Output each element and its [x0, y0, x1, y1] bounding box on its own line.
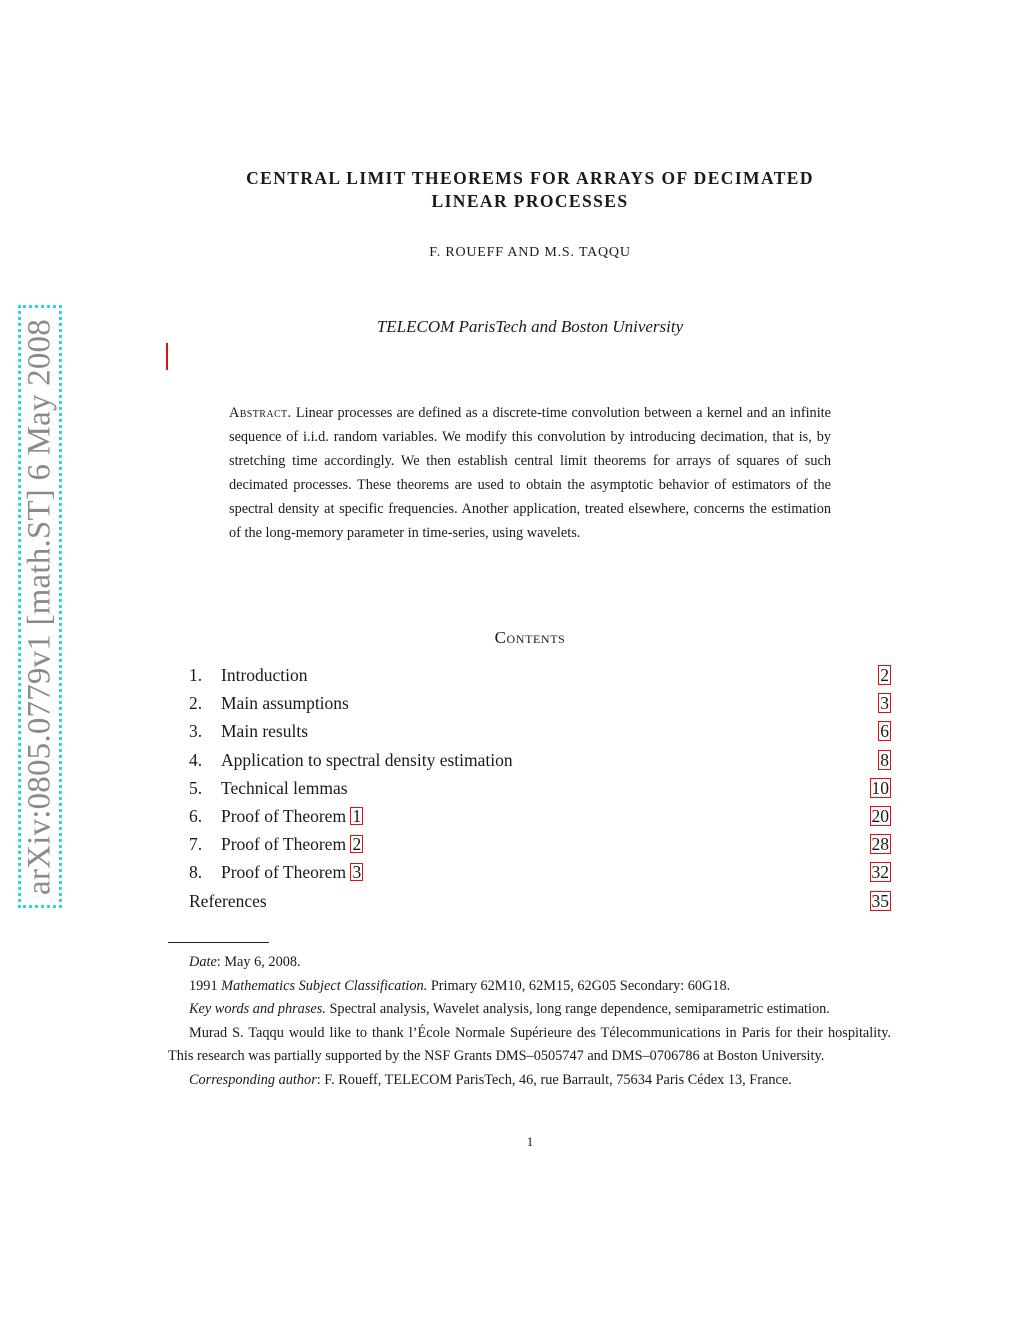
table-of-contents [189, 665, 891, 919]
footnote-corresponding-author: Corresponding author: F. Roueff, TELECOM ParisTech, 46, rue Barrault, 75634 Paris Cédex 13, France. [189, 1071, 792, 1088]
toc-entry[interactable] [189, 750, 891, 778]
title-line-2: LINEAR PROCESSES [431, 191, 629, 211]
toc-entry-title[interactable]: Application to spectral density estimation [221, 749, 513, 770]
toc-entry[interactable] [189, 834, 891, 862]
toc-page-link[interactable]: 20 [871, 805, 889, 826]
title-line-1: CENTRAL LIMIT THEOREMS FOR ARRAYS OF DECIMATED [246, 168, 814, 188]
abstract [229, 401, 831, 545]
paper-title [180, 167, 880, 213]
toc-entry-number: 2. [189, 693, 203, 714]
toc-page-link[interactable]: 2 [880, 665, 889, 685]
toc-entry-number: 3. [189, 721, 203, 742]
footnote-date: Date: May 6, 2008. [189, 954, 301, 970]
footnote-acknowledgement: Murad S. Taqqu would like to thank l’École Normale Supérieure des Télecommunications in Paris for their hospitality. This research was partially supported by the NSF Grants DMS–0505747 and DMS–0706786 at Boston University. [168, 1024, 891, 1064]
toc-entry[interactable] [189, 721, 891, 749]
toc-entry-number: 7. [189, 834, 203, 855]
toc-entry-title[interactable]: Proof of Theorem 1 [221, 805, 362, 826]
arxiv-identifier: arXiv:0805.0779v1 [math.ST] 6 May 2008 [21, 318, 58, 895]
toc-page-link[interactable]: 32 [871, 862, 889, 883]
footnote-msc: 1991 Mathematics Subject Classification. Primary 62M10, 62M15, 62G05 Secondary: 60G18. [189, 977, 731, 994]
abstract-label: Abstract. [229, 405, 292, 421]
affiliation: TELECOM ParisTech and Boston University [376, 317, 684, 336]
toc-entry-number: 6. [189, 805, 203, 826]
abstract-text: Linear processes are defined as a discrete-time convolution between a kernel and an infinite sequence of i.i.d. random variables. We modify this convolution by introducing decimation, that is, by stretching time accordingly. We then establish central limit theorems for arrays of squares of such decimated processes. These theorems are used to obtain the asymptotic behavior of estimators of the spectral density at specific frequencies. Another application, treated elsewhere, concerns the estimation of the long-memory parameter in time-series, using wavelets. [229, 405, 831, 541]
toc-entry-title[interactable]: Technical lemmas [221, 777, 348, 798]
toc-entry-title[interactable]: Main results [221, 721, 309, 742]
toc-page-link[interactable]: 3 [880, 693, 889, 714]
theorem-link[interactable]: 3 [352, 862, 362, 883]
toc-page-link[interactable]: 28 [871, 834, 889, 855]
toc-page-link[interactable]: 8 [880, 749, 889, 770]
theorem-link[interactable]: 1 [352, 805, 362, 826]
toc-page-link[interactable]: 6 [880, 721, 889, 742]
toc-entry[interactable] [189, 806, 891, 834]
toc-entry-number: 4. [189, 749, 203, 770]
toc-entry[interactable] [189, 891, 891, 919]
theorem-link[interactable]: 2 [352, 834, 362, 855]
toc-entry-number: 1. [189, 665, 203, 685]
footnote-keywords: Key words and phrases. Spectral analysis, Wavelet analysis, long range dependence, semiparametric estimation. [189, 1001, 830, 1017]
footnote-rule [168, 942, 269, 943]
arxiv-stamp [18, 305, 62, 908]
toc-entry-number: 5. [189, 777, 203, 798]
toc-page-link[interactable]: 10 [871, 777, 889, 798]
authors: F. ROUEFF AND M.S. TAQQU [429, 245, 631, 260]
toc-entry-title[interactable]: References [189, 890, 267, 911]
toc-entry[interactable] [189, 778, 891, 806]
toc-entry-title[interactable]: Introduction [221, 665, 308, 685]
margin-mark [166, 343, 168, 370]
toc-entry-title[interactable]: Main assumptions [221, 693, 349, 714]
toc-entry-number: 8. [189, 862, 203, 883]
toc-entry-title[interactable]: Proof of Theorem 3 [221, 862, 362, 883]
toc-entry[interactable] [189, 665, 891, 693]
toc-page-link[interactable]: 35 [871, 890, 889, 911]
toc-entry-title[interactable]: Proof of Theorem 2 [221, 834, 362, 855]
toc-entry[interactable] [189, 862, 891, 890]
toc-entry[interactable] [189, 693, 891, 721]
footnotes [168, 951, 891, 1092]
page-number: 1 [526, 1134, 534, 1149]
contents-heading: Contents [494, 628, 566, 647]
